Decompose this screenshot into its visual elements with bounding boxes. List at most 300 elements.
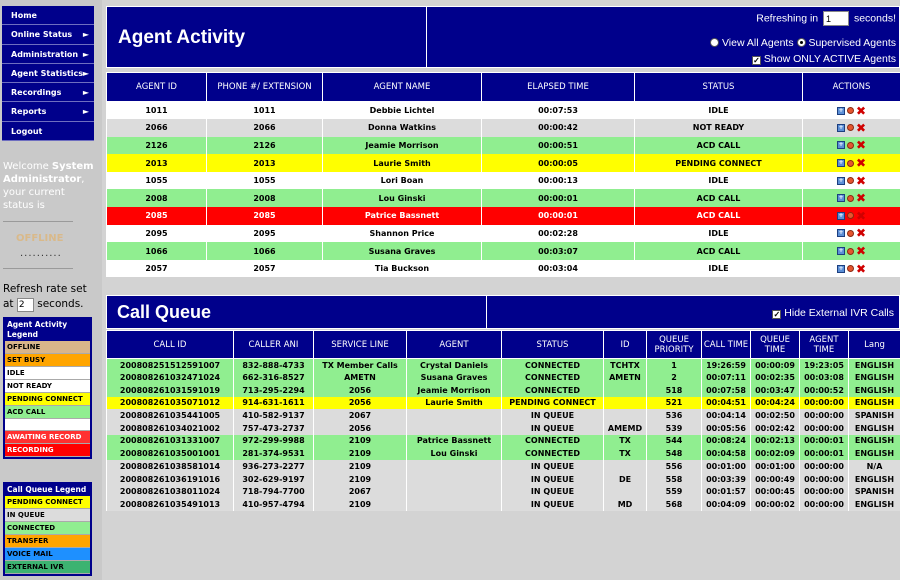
view-all-agents-radio[interactable] — [710, 38, 719, 47]
queue-cell-id: AMETN — [604, 371, 647, 384]
agent-actions — [803, 207, 900, 225]
call-queue-title: Call Queue — [117, 302, 212, 322]
queue-cell-agent — [407, 409, 502, 422]
queue-cell-agent-time: 00:00:00 — [800, 397, 849, 410]
hide-ivr-label[interactable]: Hide External IVR Calls — [784, 307, 894, 319]
queue-cell-ani: 662-316-8527 — [234, 371, 314, 384]
legend-item: TRANSFER — [5, 535, 90, 548]
main-menu — [2, 6, 94, 141]
agent-cell-id: 2066 — [107, 119, 207, 137]
agent-cell-elapsed: 00:00:42 — [482, 119, 635, 137]
queue-cell-call-id: 200808261031331007 — [107, 435, 234, 448]
queue-cell-agent-time: 00:03:08 — [800, 371, 849, 384]
status-dots: .......... — [20, 248, 62, 259]
queue-cell-call-id: 200808261031591019 — [107, 384, 234, 397]
queue-cell-queue-time: 00:02:09 — [751, 447, 800, 460]
queue-cell-lang: ENGLISH — [849, 397, 900, 410]
welcome-user: System Administrator — [3, 161, 94, 185]
column-header[interactable]: Lang — [849, 331, 900, 359]
agent-cell-ext: 2095 — [207, 225, 323, 243]
header-divider — [426, 7, 427, 67]
legend-item: ACD CALL — [5, 406, 90, 419]
queue-cell-call-id: 200808261035001001 — [107, 447, 234, 460]
queue-row[interactable] — [107, 371, 900, 384]
view-options — [710, 37, 896, 49]
agent-cell-status: NOT READY — [635, 119, 803, 137]
agent-cell-name: Lori Boan — [323, 172, 482, 190]
agent-actions — [803, 137, 900, 155]
menu-item-label: Online Status — [11, 30, 73, 40]
menu-item-recordings[interactable] — [2, 83, 94, 102]
agent-actions — [803, 260, 900, 278]
menu-item-label: Reports — [11, 107, 47, 117]
agent-activity-table — [106, 72, 900, 277]
current-status: OFFLINE — [16, 233, 64, 244]
queue-row[interactable] — [107, 460, 900, 473]
agent-cell-id: 1011 — [107, 102, 207, 120]
queue-cell-status: PENDING CONNECT — [502, 397, 604, 410]
column-header[interactable]: STATUS — [502, 331, 604, 359]
queue-cell-ani: 914-631-1611 — [234, 397, 314, 410]
queue-row[interactable] — [107, 498, 900, 511]
queue-cell-call-time: 00:04:14 — [702, 409, 751, 422]
queue-cell-call-id: 200808261035491013 — [107, 498, 234, 511]
agent-cell-name: Lou Ginski — [323, 189, 482, 207]
queue-cell-ani: 972-299-9988 — [234, 435, 314, 448]
agent-cell-status: IDLE — [635, 102, 803, 120]
queue-cell-call-id: 200808251512591007 — [107, 359, 234, 372]
agent-cell-ext: 1055 — [207, 172, 323, 190]
queue-cell-call-time: 00:01:00 — [702, 460, 751, 473]
queue-cell-line: 2056 — [314, 397, 407, 410]
queue-cell-lang: ENGLISH — [849, 422, 900, 435]
queue-cell-id: TX — [604, 447, 647, 460]
record-icon[interactable] — [847, 230, 854, 237]
agent-cell-id: 2008 — [107, 189, 207, 207]
agent-cell-status: ACD CALL — [635, 189, 803, 207]
menu-item-reports[interactable] — [2, 102, 94, 121]
agent-cell-elapsed: 00:00:01 — [482, 189, 635, 207]
queue-cell-priority: 521 — [647, 397, 702, 410]
queue-cell-line: 2067 — [314, 409, 407, 422]
legend-item: NOT READY — [5, 380, 90, 393]
agent-cell-elapsed: 00:00:05 — [482, 154, 635, 172]
queue-cell-lang: SPANISH — [849, 409, 900, 422]
agent-row[interactable] — [107, 102, 900, 120]
agent-row[interactable] — [107, 189, 900, 207]
queue-cell-priority: 539 — [647, 422, 702, 435]
monitor-icon[interactable]: + — [838, 106, 844, 114]
queue-row[interactable] — [107, 435, 900, 448]
queue-row[interactable] — [107, 473, 900, 486]
queue-cell-queue-time: 00:00:02 — [751, 498, 800, 511]
queue-cell-status: CONNECTED — [502, 447, 604, 460]
header-divider — [486, 296, 487, 328]
legend-item: CONNECTED — [5, 522, 90, 535]
queue-cell-agent-time: 19:23:05 — [800, 359, 849, 372]
monitor-icon[interactable]: + — [838, 247, 844, 255]
agent-activity-header — [106, 6, 900, 68]
queue-cell-agent-time: 00:00:00 — [800, 460, 849, 473]
hide-ivr-checkbox[interactable]: ✓ — [773, 310, 781, 319]
queue-cell-lang: N/A — [849, 460, 900, 473]
agent-row[interactable] — [107, 119, 900, 137]
monitor-icon[interactable]: + — [838, 264, 844, 272]
column-header[interactable]: ELAPSED TIME — [482, 73, 635, 102]
refresh-rate-prefix: Refresh rate set at — [3, 283, 87, 310]
logout-agent-icon[interactable]: ✖ — [855, 261, 867, 276]
menu-item-label: Recordings — [11, 88, 62, 98]
queue-cell-queue-time: 00:00:45 — [751, 485, 800, 498]
queue-cell-agent-time: 00:00:52 — [800, 384, 849, 397]
column-header[interactable]: QUEUE TIME — [751, 331, 800, 359]
queue-cell-agent-time: 00:00:01 — [800, 435, 849, 448]
legend-item: PENDING CONNECT — [5, 496, 90, 509]
monitor-icon[interactable]: + — [838, 159, 844, 167]
queue-cell-priority: 559 — [647, 485, 702, 498]
queue-cell-line: AMETN — [314, 371, 407, 384]
queue-cell-status: IN QUEUE — [502, 498, 604, 511]
queue-cell-priority: 536 — [647, 409, 702, 422]
agent-row[interactable] — [107, 260, 900, 278]
column-header[interactable]: AGENT — [407, 331, 502, 359]
record-icon[interactable] — [847, 265, 854, 272]
queue-cell-call-time: 00:07:11 — [702, 371, 751, 384]
chevron-right-icon: ► — [82, 68, 89, 78]
divider — [3, 268, 73, 269]
menu-item-label: Agent Statistics — [11, 68, 84, 78]
agent-cell-id: 2095 — [107, 225, 207, 243]
queue-cell-lang: ENGLISH — [849, 384, 900, 397]
agent-cell-elapsed: 00:02:28 — [482, 225, 635, 243]
agent-row[interactable] — [107, 154, 900, 172]
agent-cell-id: 2057 — [107, 260, 207, 278]
logout-agent-icon[interactable]: ✖ — [855, 226, 867, 241]
agent-cell-id: 2126 — [107, 137, 207, 155]
queue-cell-lang: ENGLISH — [849, 498, 900, 511]
queue-cell-agent — [407, 422, 502, 435]
record-icon[interactable] — [847, 248, 854, 255]
show-active-label[interactable]: Show ONLY ACTIVE Agents — [763, 53, 896, 65]
agent-actions — [803, 225, 900, 243]
queue-row[interactable] — [107, 359, 900, 372]
queue-cell-agent-time: 00:00:01 — [800, 447, 849, 460]
logout-agent-icon[interactable]: ✖ — [855, 120, 867, 135]
agent-actions — [803, 154, 900, 172]
queue-cell-call-time: 00:08:24 — [702, 435, 751, 448]
agent-cell-status: PENDING CONNECT — [635, 154, 803, 172]
view-all-agents-label[interactable]: View All Agents — [721, 37, 794, 49]
divider — [3, 221, 73, 222]
show-active-checkbox[interactable]: ✓ — [753, 56, 760, 65]
column-header[interactable]: AGENT NAME — [323, 73, 482, 102]
queue-cell-status: IN QUEUE — [502, 485, 604, 498]
agent-cell-ext: 2066 — [207, 119, 323, 137]
menu-item-agent-statistics[interactable] — [2, 64, 94, 83]
queue-cell-call-time: 00:03:39 — [702, 473, 751, 486]
monitor-icon[interactable]: + — [838, 194, 844, 202]
queue-cell-lang: ENGLISH — [849, 371, 900, 384]
queue-row[interactable] — [107, 447, 900, 460]
queue-cell-status: CONNECTED — [502, 435, 604, 448]
agent-row[interactable] — [107, 137, 900, 155]
call-queue-table — [106, 330, 900, 511]
agent-cell-ext: 2013 — [207, 154, 323, 172]
column-header[interactable]: ACTIONS — [803, 73, 900, 102]
queue-cell-line: 2056 — [314, 422, 407, 435]
agent-actions — [803, 172, 900, 190]
queue-cell-call-id: 200808261038011024 — [107, 485, 234, 498]
chevron-right-icon: ► — [82, 88, 89, 98]
queue-cell-id — [604, 485, 647, 498]
record-icon[interactable] — [847, 142, 854, 149]
legend-item: PENDING CONNECT — [5, 393, 90, 406]
agent-table-body — [107, 102, 900, 278]
queue-cell-priority: 556 — [647, 460, 702, 473]
legend-item: EXTERNAL IVR — [5, 561, 90, 574]
menu-item-administration[interactable] — [2, 45, 94, 64]
column-header[interactable]: AGENT TIME — [800, 331, 849, 359]
agent-cell-name: Debbie Lichtel — [323, 102, 482, 120]
refreshing-prefix: Refreshing in — [756, 12, 819, 25]
menu-item-label: Home — [11, 11, 37, 20]
queue-cell-status: IN QUEUE — [502, 409, 604, 422]
queue-cell-ani: 713-295-2294 — [234, 384, 314, 397]
chevron-right-icon: ► — [82, 30, 89, 40]
queue-cell-status: IN QUEUE — [502, 422, 604, 435]
column-header[interactable]: CALLER ANI — [234, 331, 314, 359]
agent-cell-elapsed: 00:07:53 — [482, 102, 635, 120]
queue-cell-agent-time: 00:00:00 — [800, 422, 849, 435]
agent-row[interactable] — [107, 242, 900, 260]
queue-cell-call-time: 00:07:58 — [702, 384, 751, 397]
queue-cell-call-time: 00:04:09 — [702, 498, 751, 511]
queue-cell-call-id: 200808261034021002 — [107, 422, 234, 435]
queue-cell-id — [604, 409, 647, 422]
queue-cell-ani: 936-273-2277 — [234, 460, 314, 473]
queue-cell-call-id: 200808261038581014 — [107, 460, 234, 473]
agent-row[interactable] — [107, 172, 900, 190]
logout-agent-icon[interactable]: ✖ — [855, 103, 867, 118]
queue-cell-agent-time: 00:00:00 — [800, 498, 849, 511]
queue-cell-agent: Laurie Smith — [407, 397, 502, 410]
queue-cell-agent — [407, 485, 502, 498]
agent-cell-ext: 2008 — [207, 189, 323, 207]
menu-item-logout[interactable] — [2, 122, 94, 141]
record-icon[interactable] — [847, 177, 854, 184]
logout-agent-icon[interactable]: ✖ — [855, 244, 867, 259]
record-icon[interactable] — [847, 107, 854, 114]
queue-cell-priority: 568 — [647, 498, 702, 511]
logout-agent-icon[interactable]: ✖ — [855, 208, 867, 223]
refresh-rate-suffix: seconds. — [37, 298, 84, 310]
agent-cell-id: 2013 — [107, 154, 207, 172]
queue-row[interactable] — [107, 397, 900, 410]
column-header[interactable]: ID — [604, 331, 647, 359]
monitor-icon[interactable]: + — [838, 211, 844, 219]
queue-cell-priority: 1 — [647, 359, 702, 372]
queue-cell-id: DE — [604, 473, 647, 486]
agent-cell-name: Tia Buckson — [323, 260, 482, 278]
queue-cell-id — [604, 397, 647, 410]
queue-cell-call-id: 200808261036191016 — [107, 473, 234, 486]
queue-cell-status: CONNECTED — [502, 371, 604, 384]
queue-cell-lang: ENGLISH — [849, 435, 900, 448]
queue-cell-id: TX — [604, 435, 647, 448]
queue-cell-agent: Patrice Bassnett — [407, 435, 502, 448]
queue-cell-call-time: 00:04:58 — [702, 447, 751, 460]
logout-agent-icon[interactable]: ✖ — [855, 173, 867, 188]
agent-row[interactable] — [107, 225, 900, 243]
queue-cell-priority: 544 — [647, 435, 702, 448]
refreshing-suffix: seconds! — [853, 12, 896, 25]
agent-cell-elapsed: 00:00:13 — [482, 172, 635, 190]
queue-cell-lang: SPANISH — [849, 485, 900, 498]
queue-cell-priority: 2 — [647, 371, 702, 384]
queue-cell-agent: Lou Ginski — [407, 447, 502, 460]
queue-cell-ani: 410-957-4794 — [234, 498, 314, 511]
agent-row[interactable] — [107, 207, 900, 225]
agent-cell-name: Susana Graves — [323, 242, 482, 260]
queue-row[interactable] — [107, 384, 900, 397]
agent-cell-status: IDLE — [635, 225, 803, 243]
agent-cell-id: 2085 — [107, 207, 207, 225]
queue-cell-status: IN QUEUE — [502, 473, 604, 486]
queue-cell-lang: ENGLISH — [849, 447, 900, 460]
queue-cell-id: AMEMD — [604, 422, 647, 435]
menu-item-label: Administration — [11, 49, 79, 59]
agent-actions — [803, 189, 900, 207]
queue-cell-status: CONNECTED — [502, 384, 604, 397]
queue-cell-call-time: 19:26:59 — [702, 359, 751, 372]
queue-cell-agent-time: 00:00:00 — [800, 485, 849, 498]
legend-item: IDLE — [5, 367, 90, 380]
legend-item: SET BUSY — [5, 354, 90, 367]
queue-cell-ani: 302-629-9197 — [234, 473, 314, 486]
queue-cell-priority: 558 — [647, 473, 702, 486]
menu-item-home[interactable] — [2, 6, 94, 25]
chevron-right-icon: ► — [82, 107, 89, 117]
queue-row[interactable] — [107, 485, 900, 498]
agent-cell-elapsed: 00:00:01 — [482, 207, 635, 225]
queue-cell-call-id: 200808261032471024 — [107, 371, 234, 384]
queue-cell-queue-time: 00:02:42 — [751, 422, 800, 435]
queue-cell-lang: ENGLISH — [849, 473, 900, 486]
monitor-icon[interactable]: + — [838, 123, 844, 131]
column-header[interactable]: AGENT ID — [107, 73, 207, 102]
queue-table-body — [107, 359, 900, 511]
sidebar — [0, 0, 102, 580]
queue-legend-title: Call Queue Legend — [5, 484, 90, 496]
agent-cell-id: 1055 — [107, 172, 207, 190]
agent-cell-ext: 2126 — [207, 137, 323, 155]
queue-cell-queue-time: 00:04:24 — [751, 397, 800, 410]
column-header[interactable]: QUEUE PRIORITY — [647, 331, 702, 359]
monitor-icon[interactable]: + — [838, 141, 844, 149]
agent-cell-status: ACD CALL — [635, 137, 803, 155]
queue-cell-agent — [407, 473, 502, 486]
queue-cell-agent: Jeamie Morrison — [407, 384, 502, 397]
queue-cell-line: 2109 — [314, 435, 407, 448]
agent-cell-status: ACD CALL — [635, 242, 803, 260]
agent-cell-ext: 1066 — [207, 242, 323, 260]
queue-cell-agent: Susana Graves — [407, 371, 502, 384]
supervised-agents-label[interactable]: Supervised Agents — [808, 37, 896, 49]
agent-cell-ext: 2057 — [207, 260, 323, 278]
queue-cell-ani: 410-582-9137 — [234, 409, 314, 422]
refresh-countdown — [756, 11, 896, 26]
agent-activity-title: Agent Activity — [118, 27, 246, 48]
column-header[interactable]: SERVICE LINE — [314, 331, 407, 359]
queue-cell-line: 2109 — [314, 473, 407, 486]
queue-cell-queue-time: 00:01:00 — [751, 460, 800, 473]
queue-cell-queue-time: 00:02:13 — [751, 435, 800, 448]
refresh-countdown-input[interactable] — [823, 11, 849, 26]
menu-item-online-status[interactable] — [2, 25, 94, 44]
queue-cell-queue-time: 00:00:09 — [751, 359, 800, 372]
legend-item: OFFLINE — [5, 341, 90, 354]
logout-agent-icon[interactable]: ✖ — [855, 191, 867, 206]
column-header[interactable]: STATUS — [635, 73, 803, 102]
record-icon[interactable] — [847, 124, 854, 131]
queue-cell-line: 2067 — [314, 485, 407, 498]
queue-row[interactable] — [107, 422, 900, 435]
agent-cell-status: ACD CALL — [635, 207, 803, 225]
column-header[interactable]: PHONE #/ EXTENSION — [207, 73, 323, 102]
queue-cell-status: IN QUEUE — [502, 460, 604, 473]
monitor-icon[interactable]: + — [838, 176, 844, 184]
refresh-rate-setting — [3, 282, 99, 312]
agent-legend-items — [5, 341, 90, 457]
queue-cell-lang: ENGLISH — [849, 359, 900, 372]
hide-ivr-option — [772, 307, 894, 319]
queue-cell-id — [604, 384, 647, 397]
agent-cell-name: Laurie Smith — [323, 154, 482, 172]
legend-item: IN QUEUE — [5, 509, 90, 522]
legend-item: RECORDING — [5, 444, 90, 457]
column-header[interactable]: CALL TIME — [702, 331, 751, 359]
queue-table-header — [107, 331, 900, 359]
record-icon[interactable] — [847, 212, 854, 219]
queue-row[interactable] — [107, 409, 900, 422]
agent-actions — [803, 102, 900, 120]
record-icon[interactable] — [847, 160, 854, 167]
monitor-icon[interactable]: + — [838, 229, 844, 237]
column-header[interactable]: CALL ID — [107, 331, 234, 359]
supervised-agents-radio[interactable] — [797, 38, 806, 47]
queue-cell-agent-time: 00:00:00 — [800, 473, 849, 486]
queue-cell-queue-time: 00:02:50 — [751, 409, 800, 422]
queue-cell-id: TCHTX — [604, 359, 647, 372]
queue-legend-items — [5, 496, 90, 574]
logout-agent-icon[interactable]: ✖ — [855, 156, 867, 171]
queue-cell-queue-time: 00:03:47 — [751, 384, 800, 397]
logout-agent-icon[interactable]: ✖ — [855, 138, 867, 153]
queue-cell-ani: 281-374-9531 — [234, 447, 314, 460]
queue-cell-call-id: 200808261035441005 — [107, 409, 234, 422]
queue-cell-id — [604, 460, 647, 473]
queue-cell-agent-time: 00:00:00 — [800, 409, 849, 422]
queue-cell-queue-time: 00:00:49 — [751, 473, 800, 486]
queue-cell-line: TX Member Calls — [314, 359, 407, 372]
agent-activity-legend — [3, 317, 92, 459]
refresh-rate-input[interactable] — [17, 298, 34, 312]
agent-legend-title: Agent Activity Legend — [5, 319, 90, 341]
queue-cell-agent — [407, 460, 502, 473]
record-icon[interactable] — [847, 195, 854, 202]
queue-cell-line: 2109 — [314, 447, 407, 460]
queue-cell-call-time: 00:04:51 — [702, 397, 751, 410]
